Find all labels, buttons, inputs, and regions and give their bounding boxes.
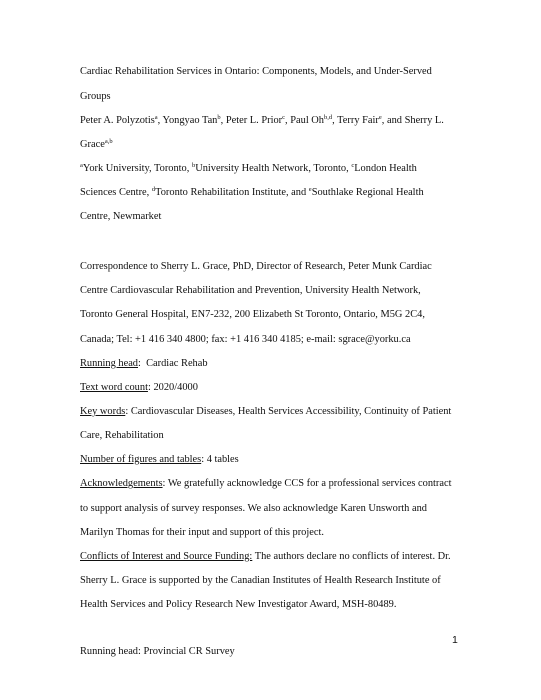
- paper-title-line-1: Cardiac Rehabilitation Services in Ontario: Components, Models, and Under-Served: [80, 66, 432, 77]
- page-number: 1: [452, 634, 458, 646]
- field-label: Conflicts of Interest and Source Funding:: [80, 551, 253, 562]
- field-label: Running head: [80, 358, 139, 369]
- footer-running-head: Running head: Provincial CR Survey: [80, 646, 235, 657]
- author-name: Yongyao Tan: [162, 115, 218, 126]
- author-name: Sherry L.: [404, 115, 444, 126]
- affiliation-marker: c: [282, 114, 286, 121]
- key-words-continued: Care, Rehabilitation: [80, 430, 164, 441]
- figures-tables-field: Number of figures and tables: 4 tables: [80, 454, 239, 465]
- correspondence-line-1: Correspondence to Sherry L. Grace, PhD, Director of Research, Peter Munk Cardiac: [80, 261, 432, 272]
- affiliation-marker: b,d: [324, 114, 333, 121]
- conflicts-line-3: Health Services and Policy Research New Investigator Award, MSH-80489.: [80, 599, 397, 610]
- field-label: Text word count: [80, 382, 148, 393]
- field-value: Cardiovascular Diseases, Health Services Accessibility, Continuity of Patient: [130, 406, 452, 417]
- correspondence-line-3: Toronto General Hospital, EN7-232, 200 Elizabeth St Toronto, Ontario, M5G 2C4,: [80, 309, 425, 320]
- key-words-field: Key words: Cardiovascular Diseases, Health Services Accessibility, Continuity of Patient: [80, 406, 452, 417]
- author-name: Paul Oh: [290, 115, 325, 126]
- word-count-field: Text word count: 2020/4000: [80, 382, 198, 393]
- field-label: Key words: [80, 406, 126, 417]
- affiliation-marker: a,b: [104, 138, 113, 145]
- affiliation-marker: e: [378, 114, 382, 121]
- affiliations-line-1: $^a$York University, Toronto, $^b$University Health Network, Toronto, $^c$London Health: [80, 162, 417, 174]
- correspondence-line-4: Canada; Tel: +1 416 340 4800; fax: +1 416 340 4185; e-mail: sgrace@yorku.ca: [80, 334, 411, 345]
- author-name: Peter L. Prior: [225, 115, 283, 126]
- field-value: 4 tables: [206, 454, 239, 465]
- affiliation-marker: a: [154, 114, 158, 121]
- acknowledgements-line-1: Acknowledgements: We gratefully acknowledge CCS for a professional services contract: [80, 478, 452, 489]
- author-list-continued: [80, 139, 113, 151]
- paper-title-line-2: Groups: [80, 91, 111, 102]
- field-value: 2020/4000: [153, 382, 198, 393]
- conflicts-line-1: Conflicts of Interest and Source Funding: The authors declare no conflicts of interest. Dr.: [80, 551, 451, 562]
- field-value: Cardiac Rehab: [146, 358, 208, 369]
- field-label: Acknowledgements: [80, 478, 163, 489]
- acknowledgements-line-3: Marilyn Thomas for their input and support of this project.: [80, 527, 324, 538]
- author-name: Terry Fair: [337, 115, 379, 126]
- author-list: Peter A. Polyzotis$^a$, Yongyao Tan$^b$, Peter L. Prior$^c$, Paul Oh$^{b,d}$, Terry Fair$^e$, and Sherry L.: [80, 114, 444, 126]
- conflicts-line-2: Sherry L. Grace is supported by the Canadian Institutes of Health Research Institute of: [80, 575, 441, 586]
- author-name: Grace: [80, 139, 105, 150]
- running-head-field: Running head: Cardiac Rehab: [80, 358, 208, 369]
- affiliations-line-2: Sciences Centre, $^d$Toronto Rehabilitation Institute, and $^e$Southlake Regional Health: [80, 186, 424, 198]
- acknowledgements-line-2: to support analysis of survey responses. We also acknowledge Karen Unsworth and: [80, 503, 427, 514]
- field-label: Number of figures and tables: [80, 454, 202, 465]
- correspondence-line-2: Centre Cardiovascular Rehabilitation and Prevention, University Health Network,: [80, 285, 421, 296]
- affiliation-marker: b: [217, 114, 221, 121]
- affiliations-line-3: Centre, Newmarket: [80, 211, 162, 222]
- author-name: Peter A. Polyzotis: [80, 115, 155, 126]
